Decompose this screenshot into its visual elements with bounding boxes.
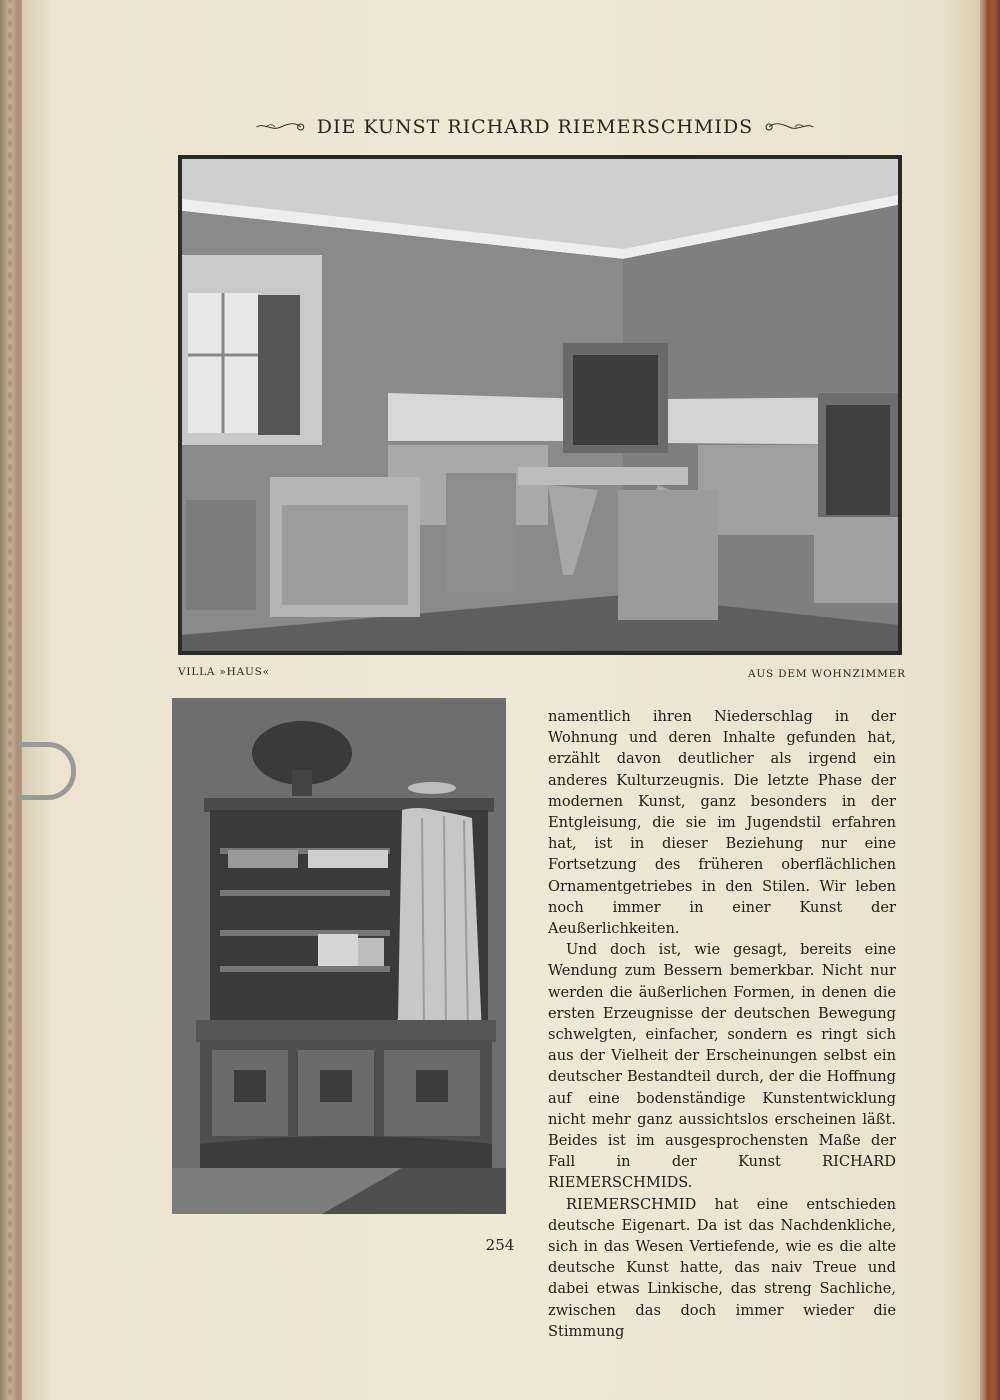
paragraph-3: RIEMERSCHMID hat eine entschieden deutsche Eigenart. Da ist das Nachdenkliche, sich in das Wesen Vertiefende, wie es die alte deutsche Kunst hatte, das naiv Treue und dabei etwas Linkische, das streng Sachliche, zwischen das doch immer wieder die Stimmung <box>548 1195 896 1340</box>
cupboard-photo <box>172 698 506 1214</box>
binding-stripe <box>8 0 12 1400</box>
page-number: 254 <box>485 1236 515 1254</box>
paper-clip <box>18 742 76 800</box>
paragraph-1: namentlich ihren Niederschlag in der Wohnung und deren Inhalte gefunden hat, erzählt davon deutlicher als irgend ein anderes Kulturzeugnis. Die letzte Phase der modernen Kunst, ganz besonders in der Entgleisung, die sie im Jugendstil erfahren hat, ist in dieser Beziehung nur eine Fortsetzung des früheren oberflächlichen Ornamentgetriebes in den Stilen. Wir leben noch immer in einer Kunst der Aeußerlichkeiten. <box>548 708 896 938</box>
left-flourish-ornament <box>255 118 307 136</box>
paragraph-2: Und doch ist, wie gesagt, bereits eine Wendung zum Bessern bemerkbar. Nicht nur werden die äußerlichen Formen, in denen die ersten Erzeugnisse der deutschen Bewegung schwelgten, einfacher, sondern es ringt sich aus der Vielheit der Erscheinungen selbst ein deutscher Bestandteil durch, der die Hoffnung auf eine bodenständige Kunstentwicklung nicht mehr ganz aussichtslos erscheinen läßt. Beides ist im ausgesprochensten Maße der Fall in der Kunst RICHARD RIEMERSCHMIDS. <box>548 941 896 1192</box>
running-header <box>255 112 815 142</box>
caption-left: VILLA »HAUS« <box>178 666 270 678</box>
running-title: DIE KUNST RICHARD RIEMERSCHMIDS <box>316 116 754 138</box>
living-room-photo <box>178 155 902 655</box>
right-flourish-ornament <box>763 118 815 136</box>
caption-right: AUS DEM WOHNZIMMER <box>748 668 906 680</box>
